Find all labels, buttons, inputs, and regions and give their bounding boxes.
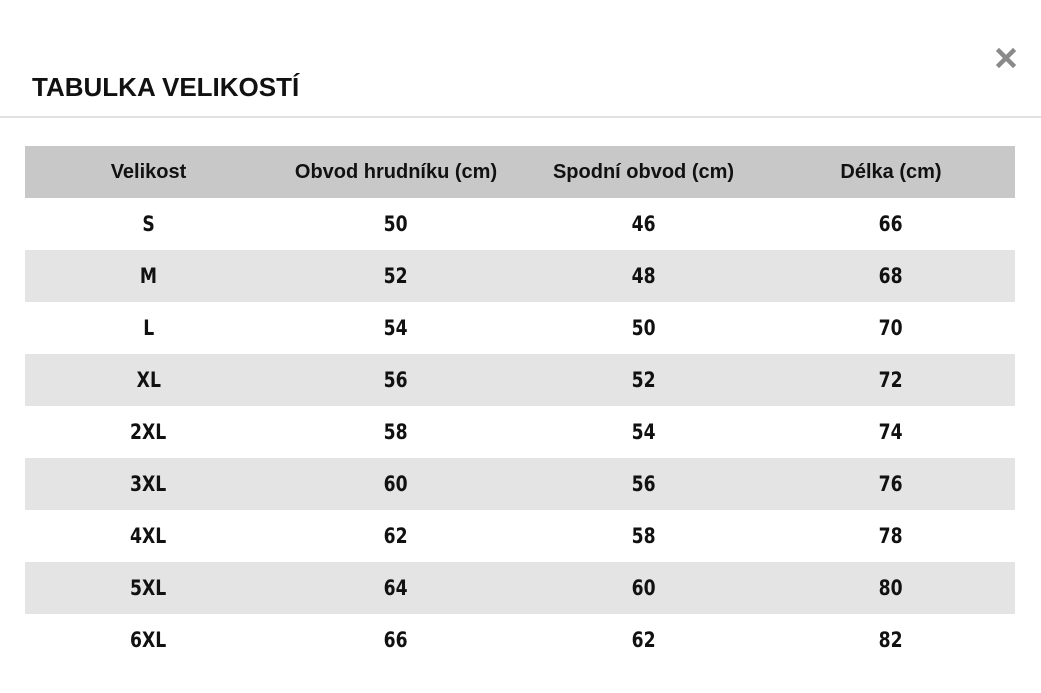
column-header-bottom: Spodní obvod (cm) [520, 146, 767, 198]
table-cell-value: 56 [631, 472, 656, 496]
table-cell-value: 54 [384, 316, 408, 340]
length-cell [767, 614, 1015, 666]
header-divider [0, 116, 1041, 118]
length-cell [767, 198, 1015, 250]
length-cell [767, 406, 1015, 458]
table-header-row [25, 146, 1015, 198]
table-cell-value: 80 [879, 576, 903, 600]
size-cell [25, 198, 272, 250]
close-button[interactable] [990, 42, 1022, 74]
chest-cell [272, 250, 520, 302]
table-row [25, 510, 1015, 562]
size-cell [25, 406, 272, 458]
table-cell-value: S [142, 212, 155, 236]
bottom-cell [520, 198, 767, 250]
bottom-cell [520, 614, 767, 666]
table-cell-value: 50 [631, 316, 656, 340]
table-cell-value: 6XL [130, 628, 167, 652]
length-cell [767, 458, 1015, 510]
chest-cell [272, 198, 520, 250]
bottom-cell [520, 354, 767, 406]
chest-cell [272, 458, 520, 510]
table-row [25, 458, 1015, 510]
length-cell [767, 354, 1015, 406]
chest-cell [272, 302, 520, 354]
column-header-chest: Obvod hrudníku (cm) [272, 146, 520, 198]
table-cell-value: 58 [631, 524, 656, 548]
size-cell [25, 614, 272, 666]
table-row [25, 614, 1015, 666]
table-cell-value: L [143, 316, 154, 340]
table-cell-value: 48 [631, 264, 656, 288]
table-row [25, 562, 1015, 614]
table-cell-value: 3XL [130, 472, 167, 496]
table-cell-value: 54 [631, 420, 656, 444]
table-cell-value: 82 [879, 628, 903, 652]
table-cell-value: 76 [879, 472, 903, 496]
column-header-length: Délka (cm) [767, 146, 1015, 198]
column-header-size: Velikost [25, 146, 272, 198]
table-cell-value: 62 [631, 628, 656, 652]
chest-cell [272, 354, 520, 406]
close-icon[interactable] [996, 48, 1016, 68]
table-cell-value: 64 [384, 576, 408, 600]
size-table [25, 146, 1015, 666]
table-cell-value: 5XL [130, 576, 167, 600]
table-cell-value: 52 [631, 368, 656, 392]
modal-title: TABULKA VELIKOSTÍ [32, 72, 300, 102]
table-cell-value: 52 [384, 264, 408, 288]
table-cell-value: 66 [879, 212, 903, 236]
table-cell-value: 46 [631, 212, 656, 236]
table-cell-value: 60 [631, 576, 656, 600]
table-cell-value: 72 [879, 368, 903, 392]
table-row [25, 302, 1015, 354]
chest-cell [272, 510, 520, 562]
table-cell-value: 56 [384, 368, 408, 392]
table-cell-value: 62 [384, 524, 408, 548]
length-cell [767, 302, 1015, 354]
size-cell [25, 302, 272, 354]
chest-cell [272, 406, 520, 458]
length-cell [767, 250, 1015, 302]
size-cell [25, 510, 272, 562]
bottom-cell [520, 406, 767, 458]
table-cell-value: 78 [879, 524, 903, 548]
length-cell [767, 510, 1015, 562]
chest-cell [272, 614, 520, 666]
length-cell [767, 562, 1015, 614]
table-cell-value: 50 [384, 212, 408, 236]
bottom-cell [520, 562, 767, 614]
chest-cell [272, 562, 520, 614]
table-cell-value: 66 [384, 628, 408, 652]
table-cell-value: 70 [879, 316, 903, 340]
table-row [25, 406, 1015, 458]
size-cell [25, 250, 272, 302]
table-cell-value: M [139, 264, 158, 288]
table-cell-value: 68 [879, 264, 903, 288]
bottom-cell [520, 510, 767, 562]
table-cell-value: 74 [879, 420, 903, 444]
size-cell [25, 354, 272, 406]
table-cell-value: XL [136, 368, 161, 392]
table-body [25, 198, 1015, 666]
bottom-cell [520, 302, 767, 354]
bottom-cell [520, 458, 767, 510]
size-cell [25, 458, 272, 510]
table-cell-value: 4XL [130, 524, 167, 548]
table-row [25, 250, 1015, 302]
table-row [25, 354, 1015, 406]
table-cell-value: 58 [384, 420, 408, 444]
table-row [25, 198, 1015, 250]
size-cell [25, 562, 272, 614]
table-cell-value: 2XL [130, 420, 167, 444]
table-cell-value: 60 [384, 472, 408, 496]
bottom-cell [520, 250, 767, 302]
